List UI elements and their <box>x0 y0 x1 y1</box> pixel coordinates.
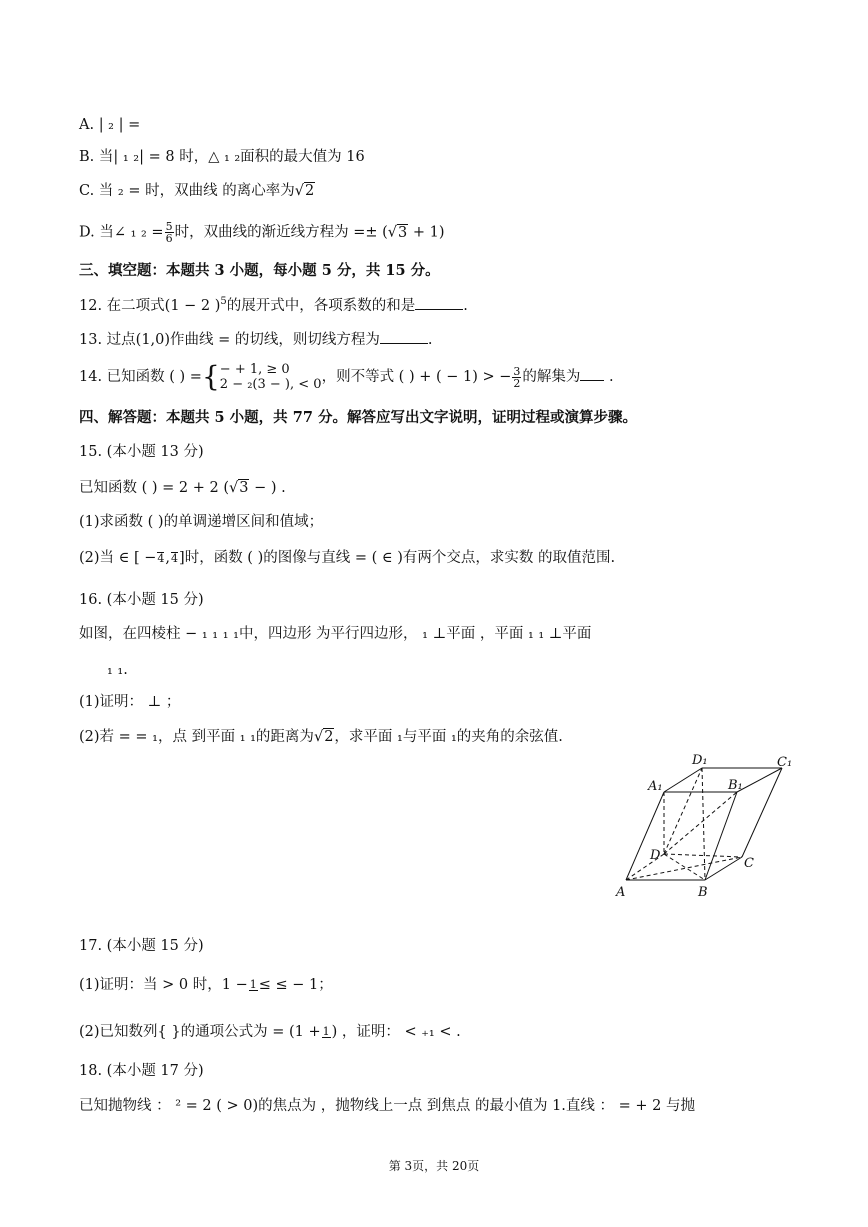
label-c: C <box>744 856 754 871</box>
q16-part2: (2)若 = = ₁，点 到平面 ₁ ₁的距离为√2，求平面 ₁与平面 ₁的夹角的余弦值. <box>79 729 563 745</box>
q15-title: 15. (本小题 13 分) <box>79 444 204 460</box>
label-b1: B₁ <box>728 778 743 793</box>
edge-cc1 <box>742 768 782 857</box>
label-a1: A₁ <box>648 779 663 794</box>
label-b: B <box>698 885 708 900</box>
q16-title: 16. (本小题 15 分) <box>79 592 204 608</box>
answer-blank <box>380 329 428 344</box>
page-footer: 第 3页，共 20页 <box>388 1159 480 1173</box>
option-c: C. 当 ₂ = 时，双曲线 的离心率为√2 <box>79 183 315 199</box>
label-c1: C₁ <box>777 755 793 770</box>
q16-part1: (1)证明： ⊥ ； <box>79 694 181 710</box>
label-d: D <box>650 848 661 863</box>
answer-blank <box>415 295 463 310</box>
edge-b1c1 <box>737 768 782 792</box>
answer-blank <box>580 366 604 381</box>
label-d1: D₁ <box>692 753 708 768</box>
diag-d1b <box>702 768 705 880</box>
q17-part2: (2)已知数列{ }的通项公式为 = (1 + 1 ) ，证明： < ₊₁ < . <box>79 1024 461 1040</box>
q15-part2: (2)当 ∈ [ − 4 , 4 ]时，函数 ( )的图像与直线 = ( ∈ )有两个交点，求实数 的取值范围. <box>79 550 616 566</box>
q16-stem: 如图，在四棱柱 − ₁ ₁ ₁ ₁中，四边形 为平行四边形， ₁ ⊥平面 ，平面 ₁ ₁ ⊥平面 <box>79 626 592 642</box>
option-a: A. | ₂ | = <box>79 117 141 133</box>
q15-stem: 已知函数 ( ) = 2 + 2 (√3 − ) . <box>79 480 286 496</box>
question-12: 12. 在二项式(1 − 2 )$^5$的展开式中，各项系数的和是 . <box>79 296 468 314</box>
diag-db <box>664 854 705 880</box>
q18-title: 18. (本小题 17 分) <box>79 1063 204 1079</box>
q18-stem: 已知抛物线 ： ² = 2 ( > 0)的焦点为 ，抛物线上一点 到焦点 的最小值为 1.直线 ： = + 2 与抛 <box>79 1098 695 1114</box>
prism-figure <box>612 752 802 902</box>
edge-dd1 <box>664 768 702 854</box>
option-b: B. 当| ₁ ₂| = 8 时，△ ₁ ₂面积的最大值为 16 <box>79 149 365 165</box>
diag-ac <box>626 857 742 880</box>
q15-part1: (1)求函数 ( )的单调递增区间和值域； <box>79 514 324 530</box>
q17-part1: (1)证明：当 > 0 时，1 − 1 ≤ ≤ − 1； <box>79 977 333 993</box>
q17-title: 17. (本小题 15 分) <box>79 938 204 954</box>
option-d: D. 当∠ ₁ ₂ = $\frac{5}{6}$ 时，双曲线的渐近线方程为 =± (√3 + 1) <box>79 220 445 245</box>
label-a: A <box>616 885 626 900</box>
section4-heading: 四、解答题：本题共 5 小题，共 77 分。解答应写出文字说明，证明过程或演算步骤。 <box>79 409 637 426</box>
edge-bb1 <box>705 792 737 880</box>
edge-dc <box>664 854 742 857</box>
question-14: 14. 已知函数 ( ) ={ − + 1, ≥ 0 2 − ₂(3 − ), < 0 ，则不等式 ( ) + ( − 1) > − $\frac{3}{2}$ 的解集为 . <box>79 360 614 393</box>
question-13: 13. 过点(1,0)作曲线 = 的切线，则切线方程为 . <box>79 329 433 350</box>
section3-heading: 三、填空题：本题共 3 小题，每小题 5 分，共 15 分。 <box>79 262 440 279</box>
q16-stem-cont: ₁ ₁. <box>107 662 128 678</box>
